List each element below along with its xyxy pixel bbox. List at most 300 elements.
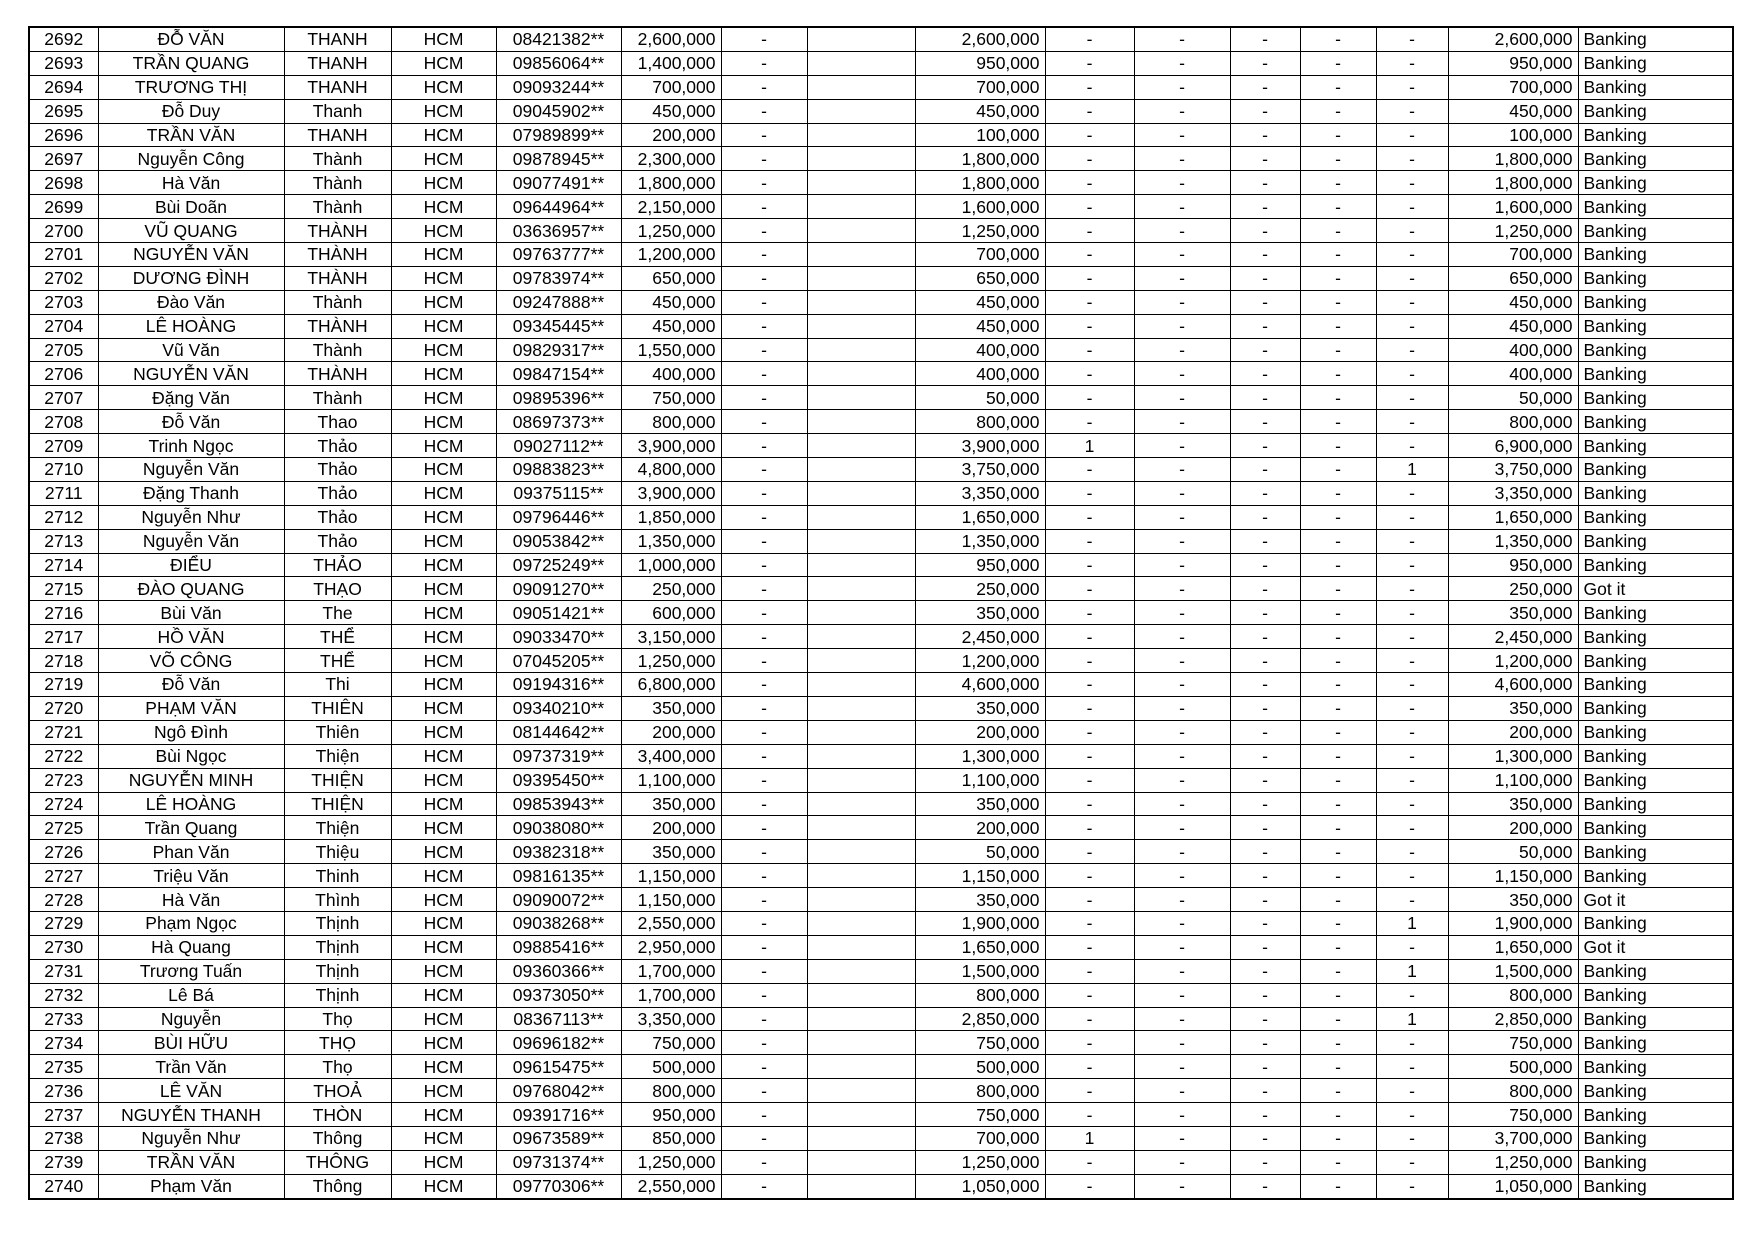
cell-amount-2: 700,000 [915, 75, 1045, 99]
cell-row-number: 2738 [29, 1126, 98, 1150]
cell-col-7: - [721, 792, 807, 816]
cell-col-8 [807, 410, 915, 434]
cell-col-13: - [1300, 1174, 1376, 1198]
cell-city: HCM [391, 195, 496, 219]
cell-total-amount: 1,300,000 [1448, 744, 1578, 768]
cell-col-13: - [1300, 959, 1376, 983]
cell-col-7: - [721, 1079, 807, 1103]
table-row [29, 1055, 1733, 1079]
table-row [29, 983, 1733, 1007]
cell-amount-2: 800,000 [915, 1079, 1045, 1103]
cell-col-11: - [1134, 553, 1230, 577]
cell-col-10: - [1045, 75, 1134, 99]
cell-first-name: Thành [284, 195, 391, 219]
table-row [29, 434, 1733, 458]
cell-payment-method: Banking [1578, 266, 1733, 290]
cell-col-11: - [1134, 792, 1230, 816]
cell-col-8 [807, 219, 915, 243]
cell-col-7: - [721, 696, 807, 720]
cell-col-12: - [1230, 362, 1300, 386]
table-row [29, 314, 1733, 338]
cell-amount-2: 700,000 [915, 243, 1045, 267]
cell-col-12: - [1230, 243, 1300, 267]
cell-amount-2: 1,250,000 [915, 219, 1045, 243]
cell-city: HCM [391, 1007, 496, 1031]
cell-amount-1: 1,700,000 [621, 959, 721, 983]
cell-last-name: Lê Bá [98, 983, 284, 1007]
table-row [29, 195, 1733, 219]
cell-col-10: - [1045, 505, 1134, 529]
table-row [29, 553, 1733, 577]
cell-total-amount: 1,900,000 [1448, 911, 1578, 935]
cell-col-14: - [1376, 386, 1448, 410]
cell-first-name: Thành [284, 290, 391, 314]
cell-col-8 [807, 888, 915, 912]
cell-col-13: - [1300, 649, 1376, 673]
cell-col-7: - [721, 75, 807, 99]
cell-city: HCM [391, 792, 496, 816]
cell-col-11: - [1134, 1150, 1230, 1174]
cell-phone: 09856064** [496, 51, 621, 75]
cell-last-name: Đỗ Văn [98, 410, 284, 434]
cell-col-13: - [1300, 1055, 1376, 1079]
cell-phone: 09615475** [496, 1055, 621, 1079]
cell-row-number: 2702 [29, 266, 98, 290]
cell-amount-1: 1,100,000 [621, 768, 721, 792]
cell-col-12: - [1230, 1007, 1300, 1031]
cell-col-7: - [721, 458, 807, 482]
cell-col-7: - [721, 840, 807, 864]
cell-amount-1: 950,000 [621, 1103, 721, 1127]
cell-col-12: - [1230, 386, 1300, 410]
cell-last-name: Nguyễn Như [98, 1126, 284, 1150]
cell-phone: 09696182** [496, 1031, 621, 1055]
cell-amount-1: 700,000 [621, 75, 721, 99]
cell-col-11: - [1134, 314, 1230, 338]
cell-amount-2: 200,000 [915, 816, 1045, 840]
cell-city: HCM [391, 386, 496, 410]
data-table [28, 26, 1734, 1200]
cell-first-name: Thanh [284, 99, 391, 123]
cell-col-10: - [1045, 386, 1134, 410]
cell-amount-1: 2,150,000 [621, 195, 721, 219]
cell-col-8 [807, 744, 915, 768]
cell-city: HCM [391, 410, 496, 434]
cell-col-13: - [1300, 720, 1376, 744]
cell-amount-2: 1,800,000 [915, 147, 1045, 171]
cell-col-14: - [1376, 816, 1448, 840]
cell-col-7: - [721, 338, 807, 362]
cell-col-7: - [721, 577, 807, 601]
cell-phone: 09038268** [496, 911, 621, 935]
cell-amount-2: 750,000 [915, 1103, 1045, 1127]
cell-total-amount: 1,350,000 [1448, 529, 1578, 553]
cell-col-8 [807, 243, 915, 267]
cell-payment-method: Banking [1578, 314, 1733, 338]
cell-col-10: - [1045, 625, 1134, 649]
cell-total-amount: 1,200,000 [1448, 649, 1578, 673]
cell-col-12: - [1230, 219, 1300, 243]
cell-col-7: - [721, 720, 807, 744]
cell-city: HCM [391, 219, 496, 243]
cell-col-14: - [1376, 1126, 1448, 1150]
cell-col-14: - [1376, 410, 1448, 434]
cell-col-10: - [1045, 99, 1134, 123]
cell-col-14: - [1376, 792, 1448, 816]
cell-col-7: - [721, 51, 807, 75]
cell-phone: 09391716** [496, 1103, 621, 1127]
cell-col-14: - [1376, 577, 1448, 601]
cell-amount-1: 2,950,000 [621, 935, 721, 959]
cell-phone: 07045205** [496, 649, 621, 673]
cell-payment-method: Got it [1578, 935, 1733, 959]
cell-payment-method: Banking [1578, 840, 1733, 864]
cell-col-13: - [1300, 386, 1376, 410]
cell-amount-2: 450,000 [915, 99, 1045, 123]
cell-col-11: - [1134, 983, 1230, 1007]
cell-col-8 [807, 696, 915, 720]
cell-amount-2: 1,650,000 [915, 935, 1045, 959]
cell-payment-method: Banking [1578, 481, 1733, 505]
cell-col-10: - [1045, 1103, 1134, 1127]
cell-phone: 09194316** [496, 673, 621, 697]
cell-last-name: Trinh Ngọc [98, 434, 284, 458]
cell-row-number: 2736 [29, 1079, 98, 1103]
cell-last-name: Đào Văn [98, 290, 284, 314]
table-row [29, 243, 1733, 267]
cell-city: HCM [391, 816, 496, 840]
cell-col-8 [807, 27, 915, 51]
cell-row-number: 2697 [29, 147, 98, 171]
cell-col-11: - [1134, 768, 1230, 792]
cell-row-number: 2699 [29, 195, 98, 219]
cell-amount-1: 2,300,000 [621, 147, 721, 171]
cell-row-number: 2732 [29, 983, 98, 1007]
cell-total-amount: 450,000 [1448, 99, 1578, 123]
cell-payment-method: Banking [1578, 410, 1733, 434]
cell-col-13: - [1300, 434, 1376, 458]
cell-city: HCM [391, 362, 496, 386]
cell-col-14: - [1376, 1174, 1448, 1198]
cell-city: HCM [391, 458, 496, 482]
cell-col-7: - [721, 481, 807, 505]
cell-col-13: - [1300, 362, 1376, 386]
table-row [29, 792, 1733, 816]
cell-col-8 [807, 649, 915, 673]
cell-city: HCM [391, 601, 496, 625]
cell-col-10: 1 [1045, 1126, 1134, 1150]
cell-col-13: - [1300, 864, 1376, 888]
cell-col-13: - [1300, 911, 1376, 935]
cell-city: HCM [391, 27, 496, 51]
cell-col-8 [807, 314, 915, 338]
cell-payment-method: Banking [1578, 458, 1733, 482]
cell-city: HCM [391, 911, 496, 935]
cell-city: HCM [391, 171, 496, 195]
cell-phone: 09375115** [496, 481, 621, 505]
cell-col-13: - [1300, 410, 1376, 434]
cell-col-12: - [1230, 673, 1300, 697]
cell-col-8 [807, 171, 915, 195]
cell-col-14: - [1376, 481, 1448, 505]
cell-col-14: - [1376, 696, 1448, 720]
cell-row-number: 2717 [29, 625, 98, 649]
cell-col-12: - [1230, 553, 1300, 577]
cell-phone: 09768042** [496, 1079, 621, 1103]
cell-col-12: - [1230, 720, 1300, 744]
table-row [29, 99, 1733, 123]
cell-col-10: - [1045, 577, 1134, 601]
table-row [29, 147, 1733, 171]
cell-col-13: - [1300, 75, 1376, 99]
cell-col-7: - [721, 553, 807, 577]
cell-first-name: Thọ [284, 1055, 391, 1079]
cell-amount-2: 450,000 [915, 290, 1045, 314]
cell-payment-method: Banking [1578, 123, 1733, 147]
cell-phone: 09091270** [496, 577, 621, 601]
table-row [29, 935, 1733, 959]
cell-total-amount: 1,650,000 [1448, 935, 1578, 959]
cell-col-7: - [721, 123, 807, 147]
cell-col-14: - [1376, 243, 1448, 267]
cell-payment-method: Banking [1578, 338, 1733, 362]
cell-payment-method: Banking [1578, 768, 1733, 792]
cell-row-number: 2740 [29, 1174, 98, 1198]
cell-amount-2: 4,600,000 [915, 673, 1045, 697]
cell-row-number: 2728 [29, 888, 98, 912]
cell-first-name: Thông [284, 1126, 391, 1150]
cell-col-13: - [1300, 219, 1376, 243]
cell-first-name: Thảo [284, 458, 391, 482]
cell-col-14: - [1376, 720, 1448, 744]
cell-amount-1: 200,000 [621, 123, 721, 147]
cell-col-13: - [1300, 505, 1376, 529]
cell-col-8 [807, 983, 915, 1007]
cell-last-name: Trần Quang [98, 816, 284, 840]
cell-city: HCM [391, 243, 496, 267]
cell-col-8 [807, 840, 915, 864]
cell-first-name: THẢO [284, 553, 391, 577]
cell-col-7: - [721, 290, 807, 314]
cell-city: HCM [391, 99, 496, 123]
cell-col-8 [807, 266, 915, 290]
cell-col-8 [807, 792, 915, 816]
cell-row-number: 2698 [29, 171, 98, 195]
table-row [29, 1031, 1733, 1055]
cell-col-12: - [1230, 1174, 1300, 1198]
cell-col-10: - [1045, 720, 1134, 744]
table-row [29, 1126, 1733, 1150]
table-row [29, 290, 1733, 314]
cell-col-11: - [1134, 27, 1230, 51]
cell-col-10: - [1045, 1055, 1134, 1079]
cell-total-amount: 100,000 [1448, 123, 1578, 147]
cell-col-13: - [1300, 1150, 1376, 1174]
table-row [29, 840, 1733, 864]
cell-payment-method: Banking [1578, 386, 1733, 410]
cell-first-name: THANH [284, 27, 391, 51]
cell-phone: 09847154** [496, 362, 621, 386]
cell-col-14: - [1376, 625, 1448, 649]
cell-last-name: Bùi Doãn [98, 195, 284, 219]
cell-col-11: - [1134, 290, 1230, 314]
cell-last-name: TRẦN QUANG [98, 51, 284, 75]
cell-col-7: - [721, 99, 807, 123]
cell-col-10: - [1045, 983, 1134, 1007]
cell-col-12: - [1230, 959, 1300, 983]
cell-payment-method: Banking [1578, 911, 1733, 935]
cell-col-12: - [1230, 649, 1300, 673]
cell-first-name: Thinh [284, 864, 391, 888]
cell-phone: 09770306** [496, 1174, 621, 1198]
cell-row-number: 2726 [29, 840, 98, 864]
cell-last-name: LÊ VĂN [98, 1079, 284, 1103]
cell-row-number: 2739 [29, 1150, 98, 1174]
cell-row-number: 2700 [29, 219, 98, 243]
cell-amount-1: 2,600,000 [621, 27, 721, 51]
cell-city: HCM [391, 625, 496, 649]
cell-amount-1: 1,250,000 [621, 219, 721, 243]
cell-col-7: - [721, 625, 807, 649]
cell-phone: 09340210** [496, 696, 621, 720]
cell-col-10: - [1045, 147, 1134, 171]
cell-col-12: - [1230, 27, 1300, 51]
cell-city: HCM [391, 481, 496, 505]
cell-col-13: - [1300, 1103, 1376, 1127]
cell-row-number: 2715 [29, 577, 98, 601]
cell-col-11: - [1134, 601, 1230, 625]
cell-col-12: - [1230, 290, 1300, 314]
cell-col-11: - [1134, 649, 1230, 673]
cell-city: HCM [391, 1150, 496, 1174]
cell-row-number: 2722 [29, 744, 98, 768]
cell-last-name: Đặng Văn [98, 386, 284, 410]
cell-city: HCM [391, 673, 496, 697]
cell-last-name: Phan Văn [98, 840, 284, 864]
cell-payment-method: Banking [1578, 1031, 1733, 1055]
cell-col-14: - [1376, 768, 1448, 792]
cell-col-8 [807, 673, 915, 697]
cell-phone: 09345445** [496, 314, 621, 338]
cell-col-14: - [1376, 983, 1448, 1007]
cell-city: HCM [391, 1055, 496, 1079]
cell-col-12: - [1230, 171, 1300, 195]
cell-row-number: 2727 [29, 864, 98, 888]
cell-phone: 09725249** [496, 553, 621, 577]
cell-phone: 09033470** [496, 625, 621, 649]
cell-amount-2: 1,050,000 [915, 1174, 1045, 1198]
cell-amount-2: 650,000 [915, 266, 1045, 290]
cell-amount-1: 2,550,000 [621, 1174, 721, 1198]
table-row [29, 1007, 1733, 1031]
cell-phone: 09737319** [496, 744, 621, 768]
cell-col-7: - [721, 147, 807, 171]
cell-city: HCM [391, 290, 496, 314]
cell-col-8 [807, 386, 915, 410]
cell-last-name: Hà Văn [98, 888, 284, 912]
cell-total-amount: 950,000 [1448, 553, 1578, 577]
cell-row-number: 2710 [29, 458, 98, 482]
cell-row-number: 2714 [29, 553, 98, 577]
cell-col-14: - [1376, 553, 1448, 577]
cell-last-name: Vũ Văn [98, 338, 284, 362]
cell-last-name: Bùi Văn [98, 601, 284, 625]
cell-city: HCM [391, 720, 496, 744]
cell-col-7: - [721, 816, 807, 840]
cell-col-13: - [1300, 553, 1376, 577]
cell-col-8 [807, 577, 915, 601]
cell-col-12: - [1230, 338, 1300, 362]
cell-row-number: 2694 [29, 75, 98, 99]
cell-city: HCM [391, 983, 496, 1007]
cell-col-11: - [1134, 1126, 1230, 1150]
cell-payment-method: Banking [1578, 362, 1733, 386]
cell-phone: 09883823** [496, 458, 621, 482]
cell-phone: 09783974** [496, 266, 621, 290]
cell-first-name: Thiên [284, 720, 391, 744]
cell-col-14: - [1376, 673, 1448, 697]
cell-payment-method: Banking [1578, 816, 1733, 840]
cell-col-11: - [1134, 171, 1230, 195]
cell-col-13: - [1300, 696, 1376, 720]
cell-col-14: - [1376, 1150, 1448, 1174]
cell-city: HCM [391, 434, 496, 458]
cell-payment-method: Banking [1578, 1055, 1733, 1079]
cell-payment-method: Banking [1578, 27, 1733, 51]
cell-total-amount: 250,000 [1448, 577, 1578, 601]
cell-col-12: - [1230, 601, 1300, 625]
cell-col-13: - [1300, 577, 1376, 601]
cell-last-name: VÕ CÔNG [98, 649, 284, 673]
cell-payment-method: Banking [1578, 1007, 1733, 1031]
cell-phone: 09816135** [496, 864, 621, 888]
cell-col-10: - [1045, 840, 1134, 864]
cell-col-11: - [1134, 840, 1230, 864]
cell-col-7: - [721, 243, 807, 267]
cell-total-amount: 800,000 [1448, 410, 1578, 434]
cell-col-7: - [721, 434, 807, 458]
cell-first-name: THÀNH [284, 243, 391, 267]
cell-col-13: - [1300, 266, 1376, 290]
cell-col-10: - [1045, 123, 1134, 147]
cell-col-11: - [1134, 935, 1230, 959]
cell-phone: 09895396** [496, 386, 621, 410]
cell-amount-1: 350,000 [621, 792, 721, 816]
cell-col-11: - [1134, 147, 1230, 171]
cell-amount-2: 400,000 [915, 338, 1045, 362]
cell-city: HCM [391, 1126, 496, 1150]
cell-col-13: - [1300, 529, 1376, 553]
table-row [29, 673, 1733, 697]
cell-last-name: Phạm Văn [98, 1174, 284, 1198]
cell-first-name: THANH [284, 51, 391, 75]
cell-amount-2: 3,350,000 [915, 481, 1045, 505]
cell-phone: 09373050** [496, 983, 621, 1007]
cell-col-14: - [1376, 195, 1448, 219]
cell-row-number: 2701 [29, 243, 98, 267]
cell-city: HCM [391, 1031, 496, 1055]
cell-col-11: - [1134, 625, 1230, 649]
cell-payment-method: Banking [1578, 529, 1733, 553]
cell-last-name: Nguyễn Văn [98, 458, 284, 482]
cell-col-14: - [1376, 840, 1448, 864]
cell-col-14: - [1376, 99, 1448, 123]
cell-col-11: - [1134, 75, 1230, 99]
cell-row-number: 2695 [29, 99, 98, 123]
cell-col-12: - [1230, 768, 1300, 792]
cell-amount-1: 6,800,000 [621, 673, 721, 697]
cell-col-11: - [1134, 410, 1230, 434]
